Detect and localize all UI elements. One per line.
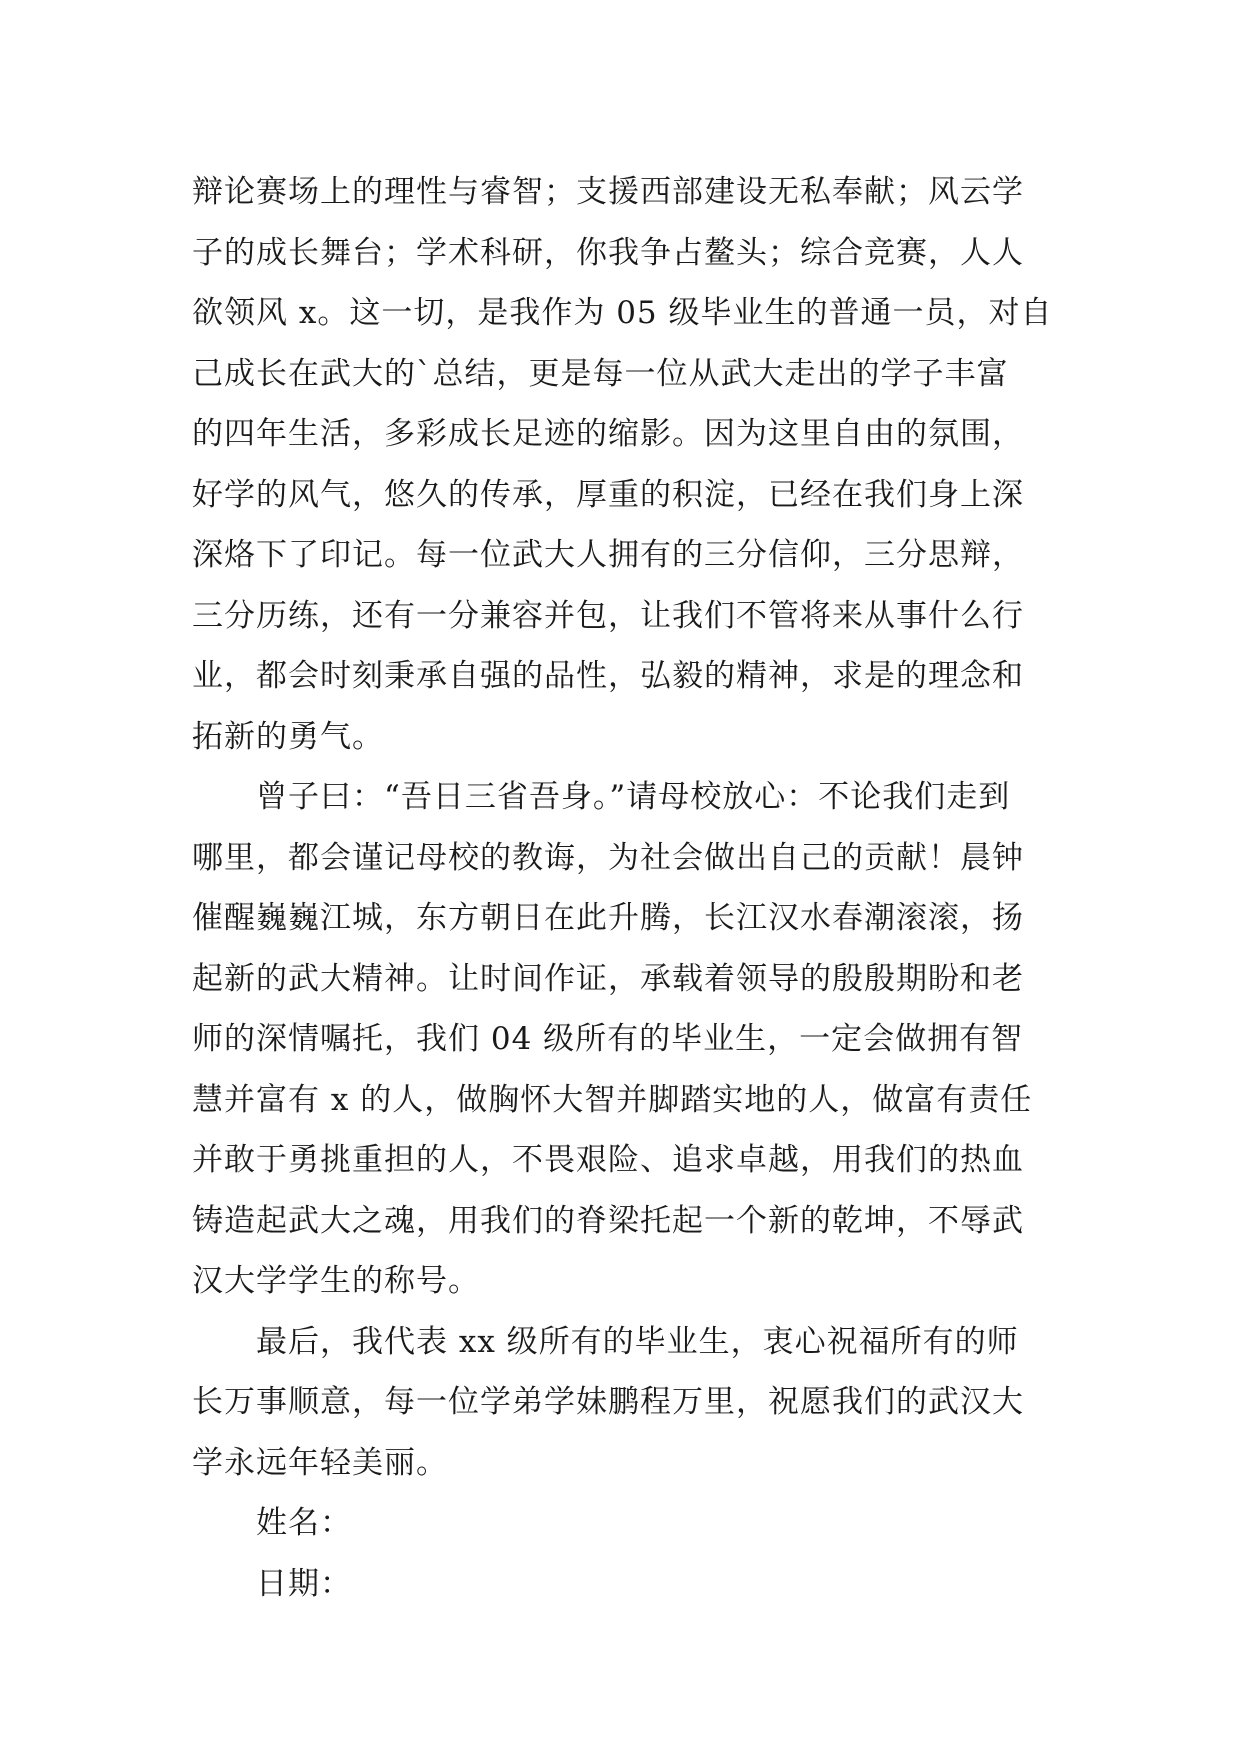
text-line: 子的成长舞台；学术科研，你我争占鳌头；综合竞赛，人人: [192, 234, 1024, 271]
text-line: 起新的武大精神。让时间作证，承载着领导的殷殷期盼和老: [192, 960, 1024, 997]
text-line: 好学的风气，悠久的传承，厚重的积淀，已经在我们身上深: [192, 476, 1024, 513]
text-line: 催醒巍巍江城，东方朝日在此升腾，长江汉水春潮滚滚，扬: [192, 900, 1024, 936]
text-line: 辩论赛场上的理性与睿智；支援西部建设无私奉献；风云学: [192, 174, 1024, 210]
text-line: 哪里，都会谨记母校的教诲，为社会做出自己的贡献！晨钟: [192, 839, 1024, 876]
text-line: 师的深情嘱托，我们 04 级所有的毕业生，一定会做拥有智: [192, 1021, 1024, 1057]
text-line: 长万事顺意，每一位学弟学妹鹏程万里，祝愿我们的武汉大: [192, 1384, 1024, 1420]
paragraph-first-line: 最后，我代表 xx 级所有的毕业生，衷心祝福所有的师: [256, 1323, 1019, 1360]
signature-name-label: 姓名：: [256, 1505, 352, 1541]
text-line: 慧并富有 x 的人，做胸怀大智并脚踏实地的人，做富有责任: [192, 1081, 1033, 1118]
text-line: 的四年生活，多彩成长足迹的缩影。因为这里自由的氛围，: [192, 416, 1024, 452]
text-line: 并敢于勇挑重担的人，不畏艰险、追求卓越，用我们的热血: [192, 1142, 1024, 1178]
text-line: 深烙下了印记。每一位武大人拥有的三分信仰，三分思辩，: [192, 537, 1024, 573]
text-line: 三分历练，还有一分兼容并包，让我们不管将来从事什么行: [192, 597, 1024, 634]
text-line: 欲领风 x。这一切，是我作为 05 级毕业生的普通一员，对自: [192, 295, 1053, 331]
paragraph-first-line: 曾子曰：“吾日三省吾身。”请母校放心：不论我们走到: [256, 779, 1011, 815]
text-line: 拓新的勇气。: [192, 718, 384, 755]
text-line: 铸造起武大之魂，用我们的脊梁托起一个新的乾坤，不辱武: [192, 1202, 1024, 1239]
text-line: 业，都会时刻秉承自强的品性，弘毅的精神，求是的理念和: [192, 658, 1024, 694]
text-line: 汉大学学生的称号。: [192, 1263, 480, 1299]
document-body: [192, 162, 1072, 1614]
text-line: 学永远年轻美丽。: [192, 1444, 448, 1481]
signature-date-label: 日期：: [256, 1565, 352, 1602]
text-line: 己成长在武大的`总结，更是每一位从武大走出的学子丰富: [192, 355, 1009, 392]
